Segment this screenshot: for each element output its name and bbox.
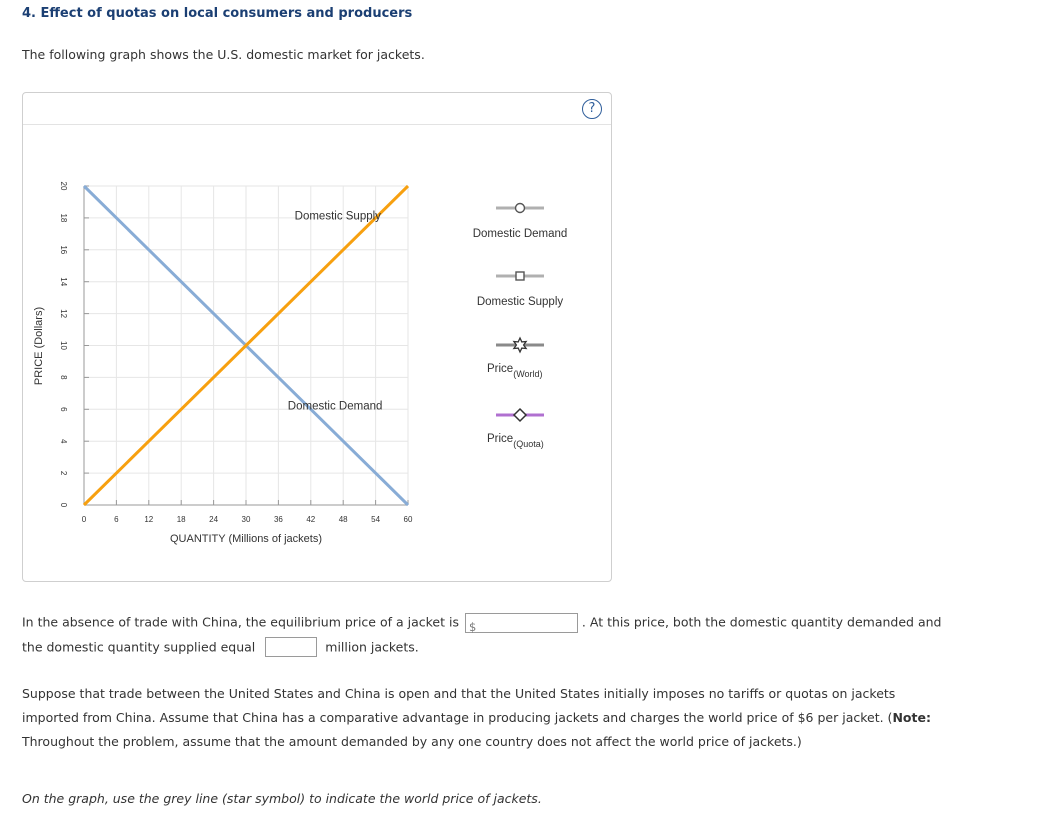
x-tick-label: 48 [338,515,348,524]
circle-marker-icon [516,204,525,213]
legend-label: Price$_{(World)}$ [487,363,543,379]
x-tick-label: 30 [241,515,251,524]
legend-label: Domestic Supply [476,296,564,308]
x-tick-label: 42 [306,515,316,524]
x-tick-label: 24 [209,515,219,524]
x-tick-label: 12 [144,515,154,524]
x-tick-label: 18 [176,515,186,524]
y-tick-label: 0 [59,502,68,508]
legend-sublabel: (World) [513,369,543,379]
square-marker-icon [516,272,524,280]
equilibrium-price-input[interactable] [465,613,578,633]
x-tick-label: 60 [403,515,413,524]
legend-label: Price$_{(Quota)}$ [487,433,544,449]
y-tick-label: 20 [59,181,68,191]
note-label: Note: [892,710,931,725]
y-tick-label: 4 [59,438,68,444]
y-tick-label: 16 [59,245,68,255]
currency-symbol: $ [468,619,477,634]
paragraph-2-text-2: Throughout the problem, assume that the amount demanded by any one country does not affect the world price of jackets.) [22,734,802,749]
x-tick-label: 36 [273,515,283,524]
question-paragraph-1 [22,610,942,659]
question-heading: 4. Effect of quotas on local consumers and producers [22,6,413,21]
graph-panel [22,92,612,582]
paragraph-2-text-1: Suppose that trade between the United States and China is open and that the United States initially imposes no tariffs or quotas on jackets imported from China. Assume that China has a comparative advantage in producing jackets and charges the world price of $6 per jacket. ( [22,686,896,725]
intro-text: The following graph shows the U.S. domestic market for jackets. [22,47,425,62]
legend-sublabel: (Quota) [513,439,544,449]
y-tick-label: 18 [59,213,68,223]
legend-label: Domestic Demand [472,228,568,240]
y-tick-label: 12 [59,309,68,319]
paragraph-1-after: . At this price, both the domestic quantity demanded and the domestic quantity supplied equal [22,614,942,654]
x-axis-title: QUANTITY (Millions of jackets) [170,533,322,545]
y-tick-label: 2 [59,470,68,476]
supply-demand-chart [23,93,611,581]
x-tick-label: 0 [81,515,87,524]
y-tick-label: 14 [59,277,68,287]
star-marker-icon [514,338,526,352]
quantity-unit-text: million jackets. [325,639,419,654]
paragraph-1-before: In the absence of trade with China, the equilibrium price of a jacket is [22,614,459,630]
y-tick-label: 6 [59,407,68,412]
equilibrium-quantity-input[interactable] [265,637,317,657]
question-paragraph-2 [22,682,942,754]
x-tick-label: 6 [114,515,119,524]
x-tick-label: 54 [371,515,381,524]
help-button[interactable]: ? [582,99,602,119]
graph-instruction: On the graph, use the grey line (star symbol) to indicate the world price of jackets. [22,791,542,806]
y-tick-label: 8 [59,375,68,380]
domestic-supply-label: Domestic Supply [294,210,381,223]
domestic-demand-label: Domestic Demand [287,400,383,413]
y-tick-label: 10 [59,341,68,350]
diamond-marker-icon [514,409,526,421]
y-axis-title: PRICE (Dollars) [33,306,45,386]
